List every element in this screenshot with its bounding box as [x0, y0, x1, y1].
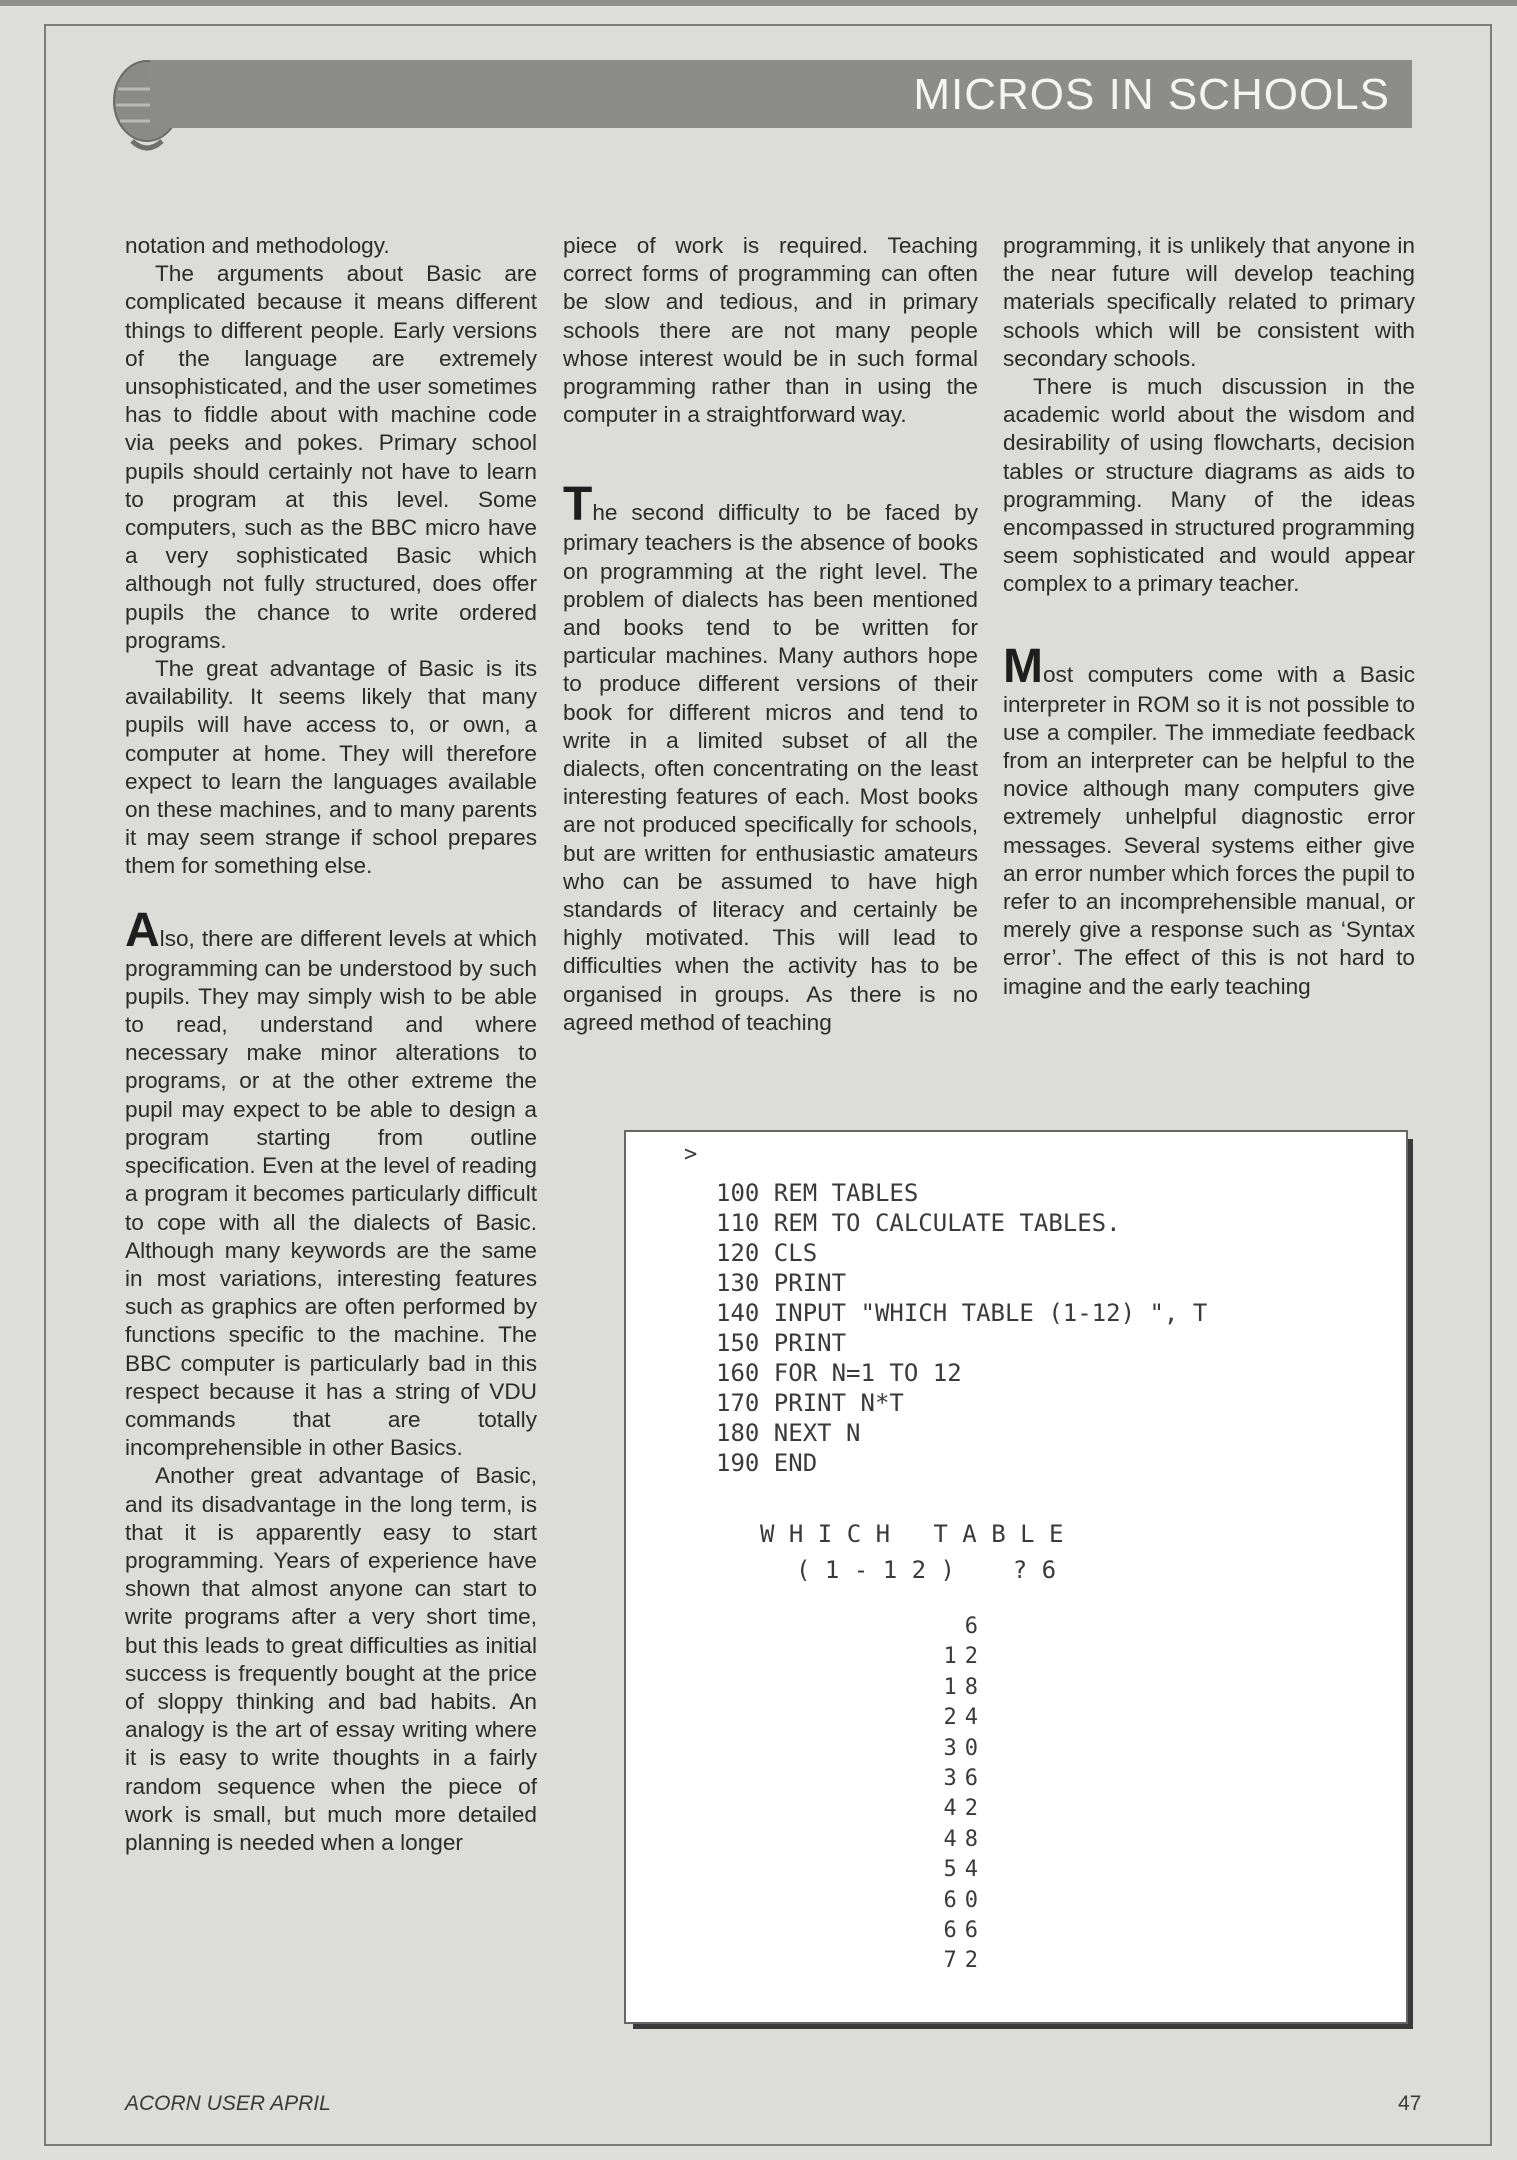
- paragraph: programming, it is unlikely that anyone in the near future will develop teaching materials specifically related to primary schools which will be consistent with secondary schools.: [1003, 233, 1415, 371]
- footer-page-number: 47: [1398, 2092, 1422, 2115]
- paragraph: The arguments about Basic are complicated because it means different things to different people. Early versions of the language are extremely unsophisticated, and the user sometimes has to fiddle about with machine code via peeks and pokes. Primary school pupils should certainly not have to learn to program at this level. Some computers, such as the BBC micro have a very sophisticated Basic which although not fully structured, does offer pupils the chance to write ordered programs.: [125, 261, 537, 653]
- code-line: 120 CLS: [716, 1239, 818, 1267]
- paragraph: [1003, 639, 1415, 1001]
- result-value: 24: [943, 1705, 986, 1731]
- code-line: 100 REM TABLES: [716, 1179, 919, 1207]
- program-listing-box: [624, 1130, 1408, 2024]
- article-column-2: [563, 232, 978, 1037]
- basic-code: [716, 1178, 1207, 1478]
- paragraph: [563, 478, 978, 1037]
- code-line: 180 NEXT N: [716, 1419, 861, 1447]
- article-column-1: [125, 232, 537, 1857]
- result-value: 18: [943, 1674, 986, 1700]
- paragraph: Another great advantage of Basic, and its disadvantage in the long term, is that it is apparently easy to start programming. Years of experience have shown that almost anyone can start to write programs after a very short time, but this leads to great difficulties as initial success is frequently bought at the price of sloppy thinking and bad habits. An analogy is the art of essay writing where it is easy to write thoughts in a fairly random sequence when the piece of work is small, but much more detailed planning is needed when a longer: [125, 1463, 537, 1855]
- paragraph: There is much discussion in the academic world about the wisdom and desirability of using flowcharts, decision tables or structure diagrams as aids to programming. Many of the ideas encompassed in structured programming seem sophisticated and would appear complex to a primary teacher.: [1003, 374, 1415, 597]
- result-value: 42: [943, 1796, 986, 1822]
- result-value: 60: [943, 1887, 986, 1913]
- drop-cap: T: [563, 478, 593, 532]
- section-header-band: [150, 60, 1412, 128]
- code-line: 170 PRINT N*T: [716, 1389, 904, 1417]
- drop-cap: A: [125, 903, 160, 957]
- code-line: 190 END: [716, 1449, 818, 1477]
- result-value: 66: [943, 1918, 986, 1944]
- result-value: 30: [943, 1735, 986, 1761]
- code-line: 110 REM TO CALCULATE TABLES.: [716, 1209, 1121, 1237]
- result-value: 72: [943, 1948, 986, 1974]
- output-results: [916, 1612, 986, 1977]
- result-value: 6: [964, 1614, 986, 1639]
- page-top-edge: [0, 0, 1517, 6]
- code-line: 130 PRINT: [716, 1269, 847, 1297]
- footer-publication: ACORN USER APRIL: [125, 2092, 331, 2115]
- code-line: 150 PRINT: [716, 1329, 847, 1357]
- paragraph-text: he second difficulty to be faced by primary teachers is the absence of books on programming at the right level. The problem of dialects has been mentioned and books tend to be written for particular machines. Many authors hope to produce different versions of their book for different micros and tend to write in a limited subset of all the dialects, often concentrating on the least interesting features of each. Most books are not produced specifically for schools, but are written for enthusiastic amateurs who can be assumed to have high standards of literacy and certainly be highly motivated. This will lead to difficulties when the activity has to be organised in groups. As there is no agreed method of teaching: [563, 500, 978, 1035]
- paragraph-text: ost computers come with a Basic interpreter in ROM so it is not possible to use a compiler. The immediate feedback from an interpreter can be helpful to the novice although many computers give extremely unhelpful diagnostic error messages. Several systems either give an error number which forces the pupil to refer to an incomprehensible manual, or merely give a response such as ‘Syntax error’. The effect of this is not hard to imagine and the early teaching: [1003, 661, 1415, 999]
- result-value: 36: [943, 1766, 986, 1792]
- result-value: 54: [943, 1857, 986, 1883]
- paragraph: The great advantage of Basic is its availability. It seems likely that many pupils will have access to, or own, a computer at home. They will therefore expect to learn the languages available on these machines, and to many parents it may seem strange if school prepares them for something else.: [125, 656, 537, 879]
- result-value: 12: [943, 1644, 986, 1670]
- code-line: 140 INPUT "WHICH TABLE (1-12) ", T: [716, 1299, 1208, 1327]
- output-prompt-line-1: W H I C H T A B L E: [760, 1520, 1064, 1548]
- section-title: MICROS IN SCHOOLS: [913, 70, 1390, 119]
- result-value: 48: [943, 1826, 986, 1852]
- output-prompt-line-2: ( 1 - 1 2 ) ? 6: [796, 1556, 1057, 1584]
- drop-cap: M: [1003, 639, 1043, 693]
- article-column-3: [1003, 232, 1415, 1001]
- paragraph-text: lso, there are different levels at which programming can be understood by such pupils. They may simply wish to be able to read, understand and where necessary make minor alterations to programs, or at the other extreme the pupil may expect to be able to design a program starting from outline specification. Even at the level of reading a program it becomes particularly difficult to cope with all the dialects of Basic. Although many keywords are the same in most variations, interesting features such as graphics are often performed by functions specific to the machine. The BBC computer is particularly bad in this respect because it has a string of VDU commands that are totally incomprehensible in other Basics.: [125, 925, 537, 1461]
- paragraph: notation and methodology.: [125, 233, 390, 258]
- code-line: 160 FOR N=1 TO 12: [716, 1359, 962, 1387]
- listing-prompt: >: [684, 1142, 698, 1167]
- paragraph: piece of work is required. Teaching correct forms of programming can often be slow and tedious, and in primary schools there are not many people whose interest would be in such formal programming rather than in using the computer in a straightforward way.: [563, 233, 978, 428]
- paragraph: [125, 903, 537, 1463]
